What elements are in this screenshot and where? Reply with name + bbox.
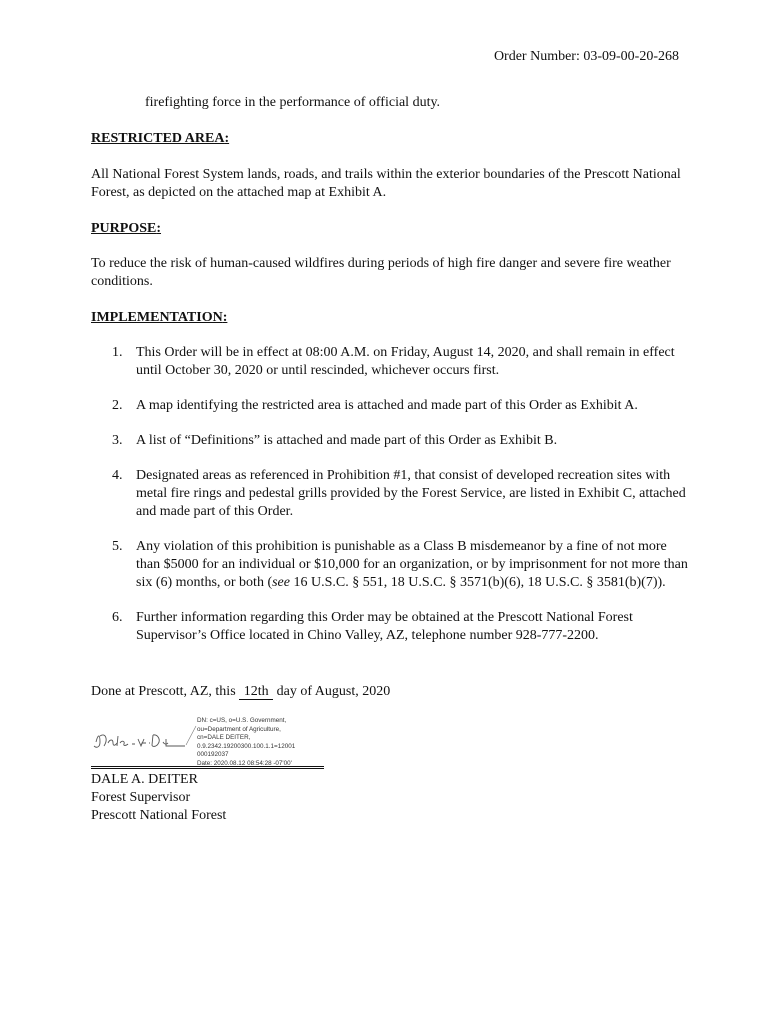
list-item: 6. Further information regarding this Order may be obtained at the Prescott National Forest Supervisor’s Office located in Chino Valley, AZ, telephone number 928-777-2200. — [112, 610, 633, 643]
purpose-heading: PURPOSE: — [91, 221, 162, 236]
list-item: 2. A map identifying the restricted area is attached and made part of this Order as Exhibit A. — [112, 398, 638, 413]
signer-organization: Prescott National Forest — [91, 808, 227, 823]
order-number: Order Number: 03-09-00-20-268 — [493, 49, 679, 64]
digital-signature-details: DN: c=US, o=U.S. Government, ou=Department of Agriculture, cn=DALE DEITER, 0.9.2342.19200300.100.1.1=12001 000192037 Date: 2020.08.12 08:54:28 -07'00' — [197, 717, 296, 767]
signature-line — [91, 766, 324, 769]
done-line: Done at Prescott, AZ, this 12th day of August, 2020 — [91, 684, 391, 699]
list-item: 3. A list of “Definitions” is attached and made part of this Order as Exhibit B. — [112, 433, 558, 448]
restricted-area-text: All National Forest System lands, roads, and trails within the exterior boundaries of the Prescott National Forest, as depicted on the attached map at Exhibit A. — [91, 167, 681, 200]
list-item: 4. Designated areas as referenced in Prohibition #1, that consist of developed recreation sites with metal fire rings and pedestal grills provided by the Forest Service, are listed in Exhibit C, attached and made part of this Order. — [112, 468, 686, 519]
signer-name: DALE A. DEITER — [91, 772, 198, 787]
purpose-text: To reduce the risk of human-caused wildfires during periods of high fire danger and severe fire weather conditions. — [91, 256, 671, 289]
day-field: 12th — [239, 685, 273, 700]
continuation-text: firefighting force in the performance of official duty. — [145, 95, 441, 110]
implementation-list — [91, 344, 691, 662]
restricted-area-heading: RESTRICTED AREA: — [91, 131, 230, 146]
signer-title: Forest Supervisor — [91, 790, 191, 805]
list-item: 1. This Order will be in effect at 08:00 A.M. on Friday, August 14, 2020, and shall remain in effect until October 30, 2020 or until rescinded, whichever occurs first. — [112, 345, 675, 378]
signer-block — [91, 771, 226, 825]
implementation-heading: IMPLEMENTATION: — [91, 310, 228, 325]
list-item: 5. Any violation of this prohibition is punishable as a Class B misdemeanor by a fine of not more than $5000 for an individual or $10,000 for an organization, or by imprisonment for not more than six (6) months, or both (see 16 U.S.C. § 551, 18 U.S.C. § 3571(b)(6), 18 U.S.C. § 3581(b)(7)). — [112, 539, 688, 590]
